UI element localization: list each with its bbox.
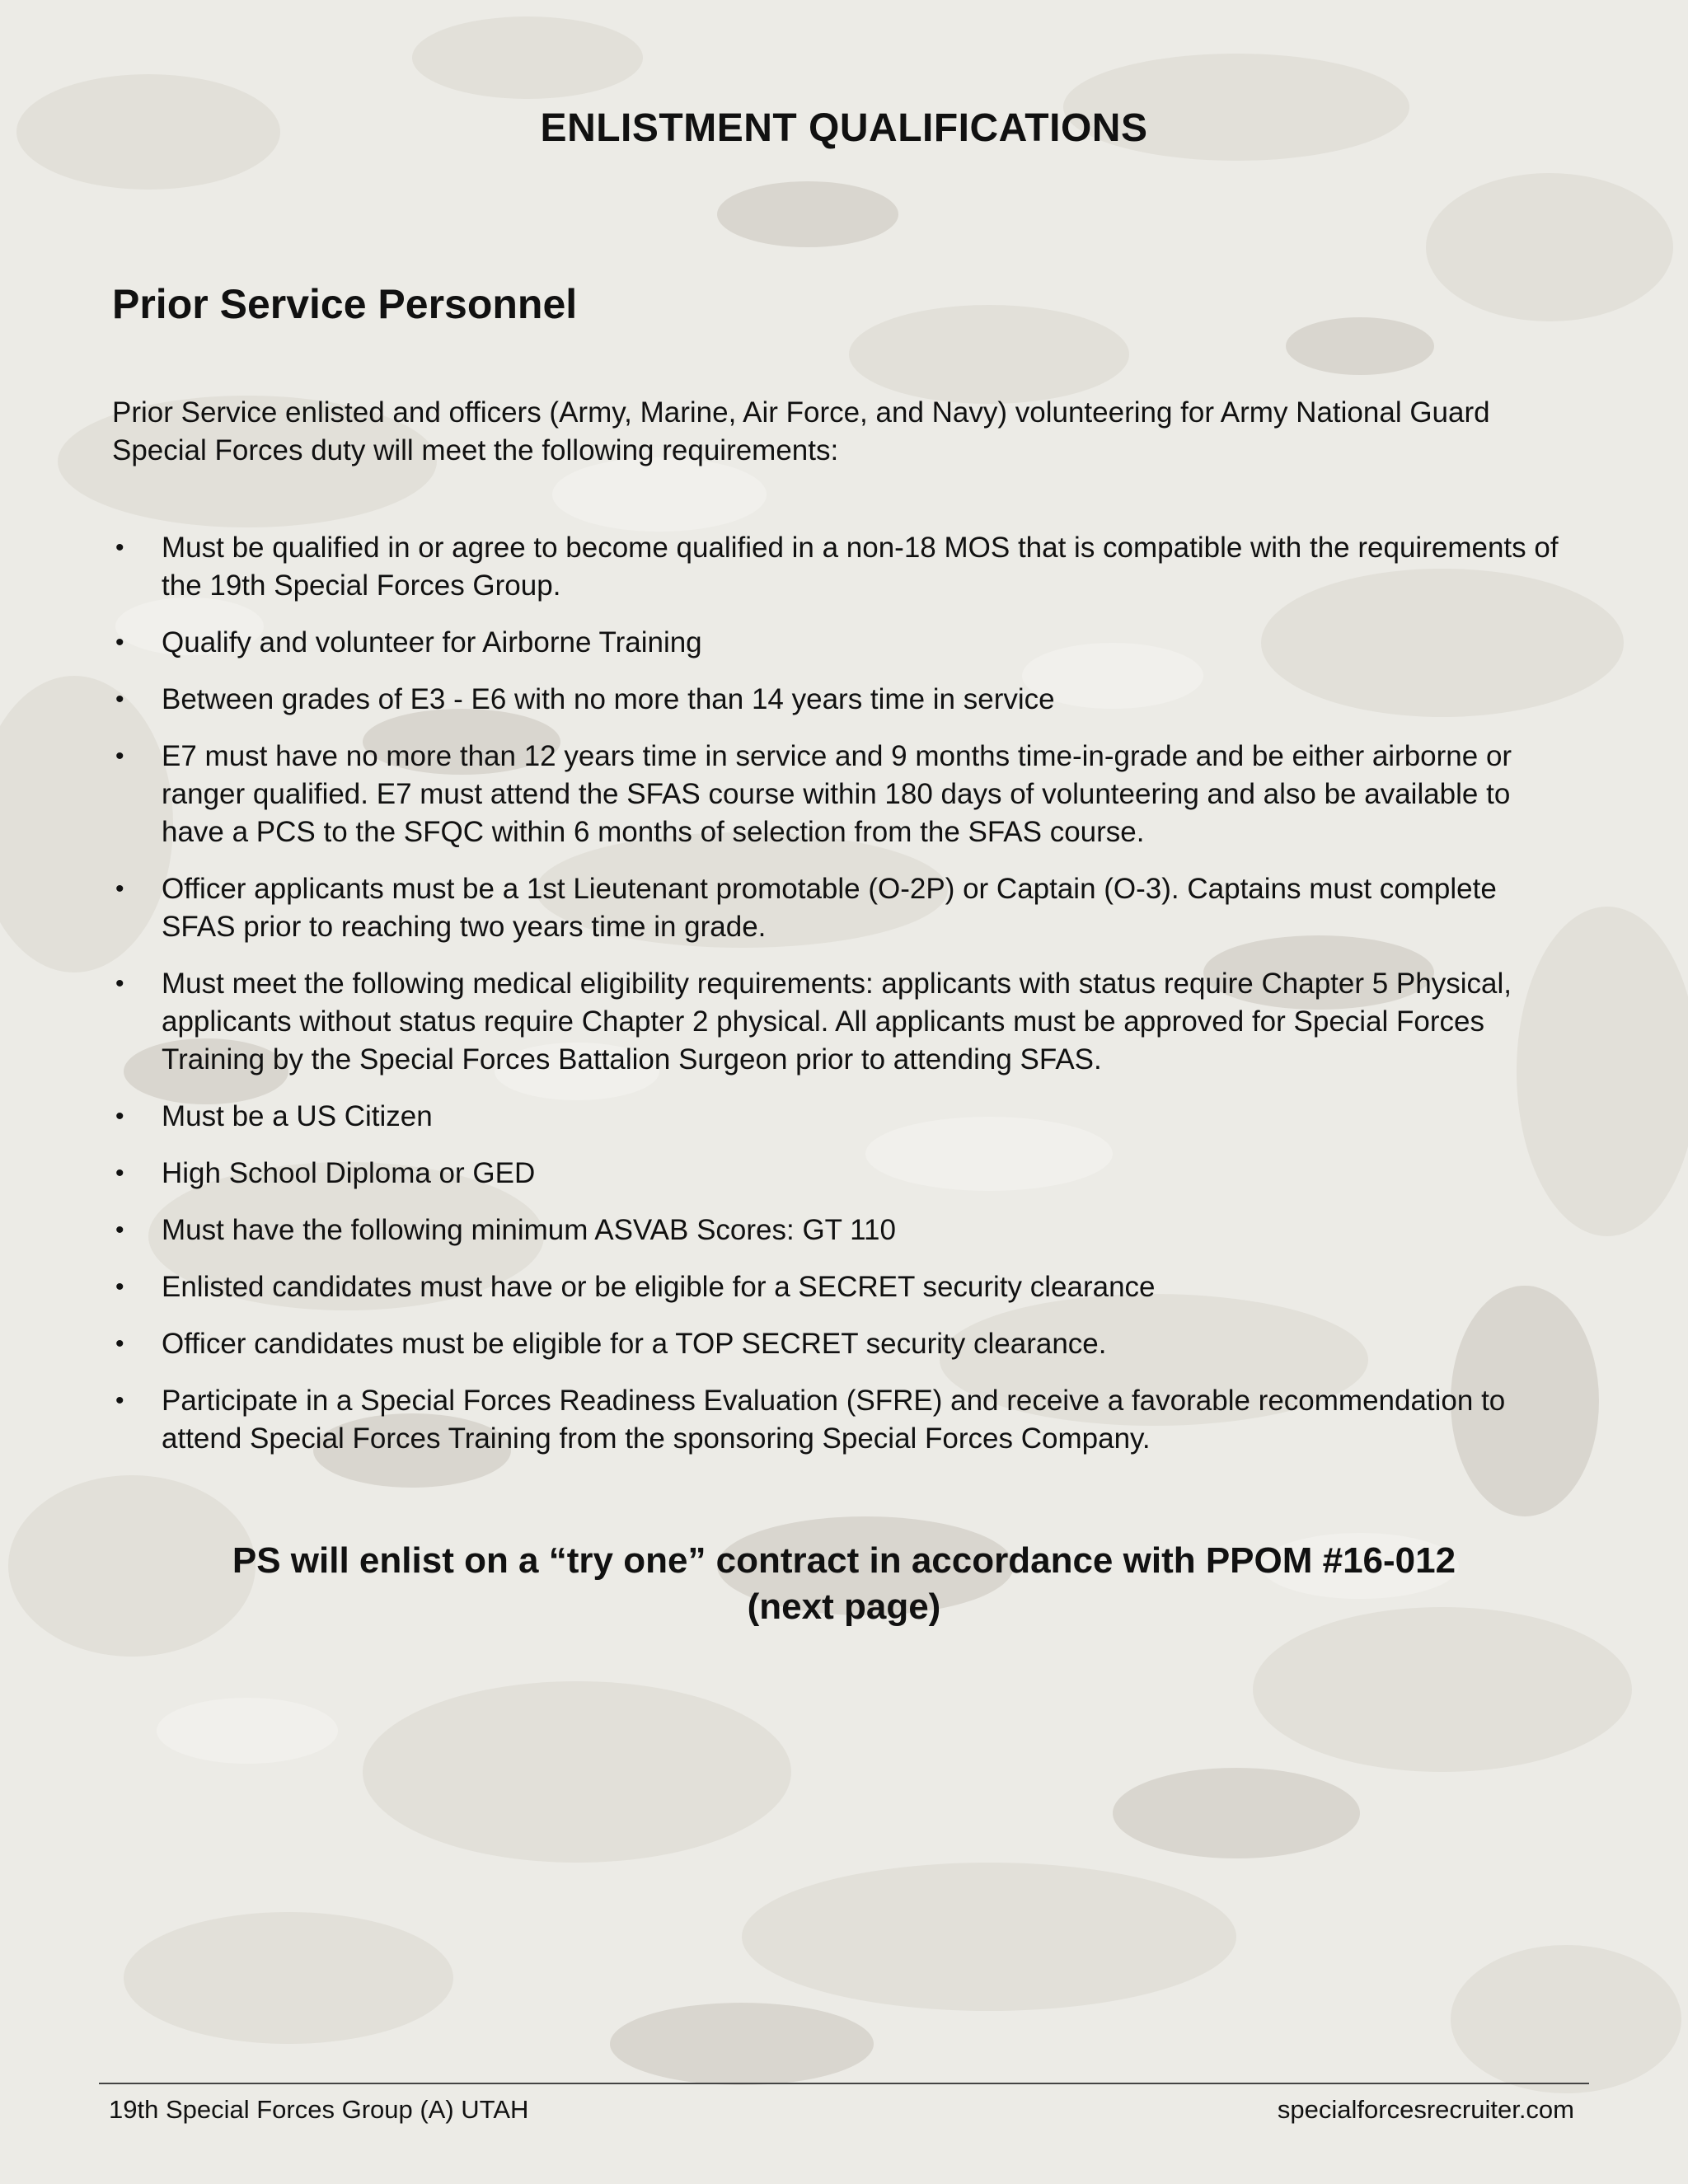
bullet-icon: •	[115, 629, 124, 656]
bullet-icon: •	[115, 743, 124, 770]
list-item-text: Officer applicants must be a 1st Lieutenant promotable (O-2P) or Captain (O-3). Captains must complete SFAS prior to reaching two years time in grade.	[162, 873, 1497, 943]
next-page-note: (next page)	[747, 1586, 941, 1627]
list-item-text: Between grades of E3 - E6 with no more than 14 years time in service	[162, 683, 1055, 715]
list-item	[112, 1155, 1563, 1193]
list-item-text: E7 must have no more than 12 years time in service and 9 months time-in-grade and be either airborne or ranger qualified. E7 must attend the SFAS course within 180 days of volunteering and also be available to have a PCS to the SFQC within 6 months of selection from the SFAS course.	[162, 740, 1512, 848]
bullet-icon: •	[115, 1160, 124, 1187]
bullet-icon: •	[115, 970, 124, 997]
contract-note	[0, 1538, 1688, 1630]
list-item-text: Must have the following minimum ASVAB Scores: GT 110	[162, 1214, 896, 1246]
list-item	[112, 681, 1563, 719]
list-item	[112, 529, 1563, 605]
list-item-text: Must be a US Citizen	[162, 1100, 433, 1132]
list-item	[112, 1382, 1563, 1458]
list-item-text: Participate in a Special Forces Readiness Evaluation (SFRE) and receive a favorable recommendation to attend Special Forces Training from the sponsoring Special Forces Company.	[162, 1385, 1506, 1455]
list-item	[112, 965, 1563, 1079]
bullet-icon: •	[115, 534, 124, 561]
list-item-text: High School Diploma or GED	[162, 1157, 536, 1189]
bullet-icon: •	[115, 1103, 124, 1130]
bullet-icon: •	[115, 686, 124, 713]
bullet-icon: •	[115, 1216, 124, 1244]
list-item	[112, 870, 1563, 946]
bullet-icon: •	[115, 1387, 124, 1414]
list-item-text: Must meet the following medical eligibility requirements: applicants with status require Chapter 5 Physical, applicants without status require Chapter 2 physical. All applicants must be approved for Special Forces Training by the Special Forces Battalion Surgeon prior to attending SFAS.	[162, 968, 1512, 1076]
list-item	[112, 1212, 1563, 1249]
bullet-icon: •	[115, 875, 124, 902]
list-item	[112, 624, 1563, 662]
list-item-text: Qualify and volunteer for Airborne Training	[162, 626, 702, 658]
footer-website: specialforcesrecruiter.com	[1277, 2095, 1574, 2124]
list-item	[112, 1325, 1563, 1363]
footer-divider	[99, 2083, 1589, 2084]
intro-paragraph: Prior Service enlisted and officers (Army, Marine, Air Force, and Navy) volunteering for Army National Guard Special Forces duty will meet the following requirements:	[112, 396, 1490, 466]
list-item	[112, 738, 1563, 851]
bullet-icon: •	[115, 1330, 124, 1357]
bullet-icon: •	[115, 1273, 124, 1301]
list-item-text: Officer candidates must be eligible for a TOP SECRET security clearance.	[162, 1328, 1107, 1360]
document-title: ENLISTMENT QUALIFICATIONS	[540, 106, 1148, 150]
contract-note-line: PS will enlist on a “try one” contract in accordance with PPOM #16-012	[232, 1540, 1456, 1581]
requirements-list	[112, 529, 1563, 1477]
section-heading: Prior Service Personnel	[112, 281, 578, 327]
list-item-text: Enlisted candidates must have or be eligible for a SECRET security clearance	[162, 1271, 1156, 1303]
footer-organization: 19th Special Forces Group (A) UTAH	[109, 2095, 529, 2124]
list-item	[112, 1268, 1563, 1306]
list-item	[112, 1098, 1563, 1136]
list-item-text: Must be qualified in or agree to become qualified in a non-18 MOS that is compatible with the requirements of the 19th Special Forces Group.	[162, 532, 1559, 602]
